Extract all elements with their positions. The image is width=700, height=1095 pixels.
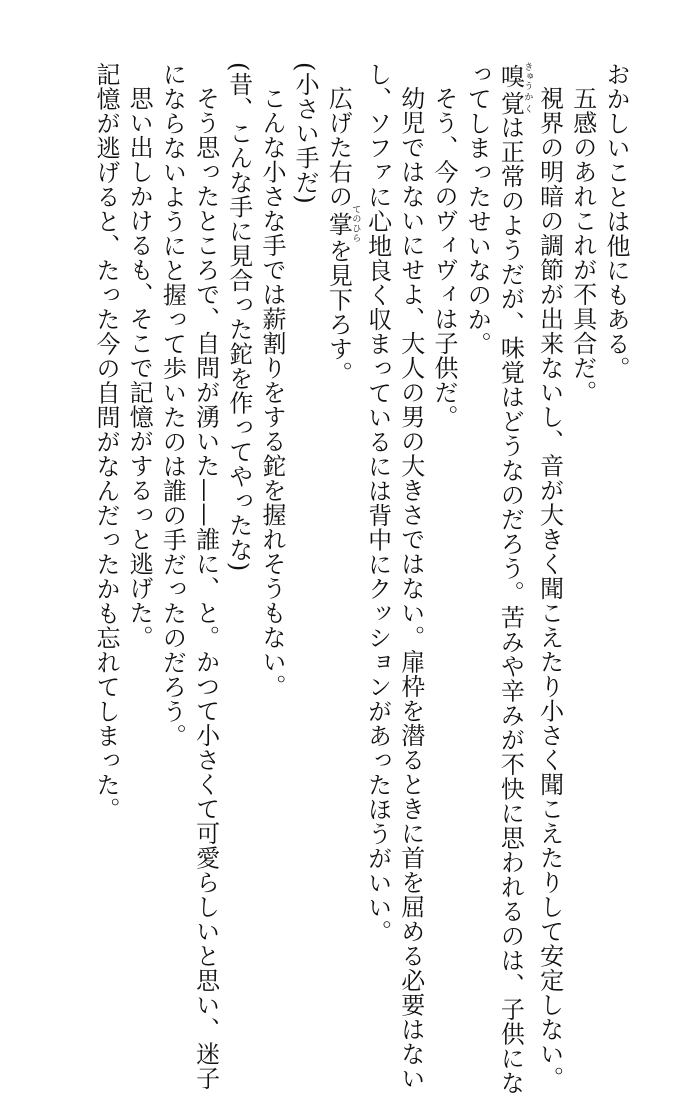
text-line: (小さい手だ) (291, 62, 320, 205)
text-segment: を見下ろす。 (324, 238, 353, 386)
text-line: にならないようにと握って歩いたのは誰の手だったのだろう。 (158, 62, 187, 748)
text-line: そう思ったところで、自問が湧いた——誰に、と。かつて小さくて可愛らしいと思い、迷子 (191, 86, 220, 1091)
text-line: 五感のあれこれが不具合だ。 (568, 86, 597, 405)
furigana: きゅう (522, 62, 533, 91)
text-line: (昔、こんな手に見合った鉈を作ってやったな) (224, 62, 253, 572)
text-line-with-ruby (493, 62, 533, 1095)
text-line: そう、今のヴィヴィは子供だ。 (429, 86, 458, 429)
furigana: てのひら (350, 204, 361, 243)
text-line: おかしいことは他にもある。 (602, 62, 630, 381)
ruby-word: 覚かく (496, 90, 533, 115)
text-line: 視界の明暗の調節が出来ないし、音が大きく聞こえたり小さく聞こえたりして安定しない。 (535, 86, 564, 1091)
text-line: ってしまったせいなのか。 (463, 62, 492, 356)
ruby-word: 嗅きゅう (496, 62, 533, 91)
text-line: こんな小さな手では薪割りをする鉈を握れそうもない。 (257, 86, 286, 699)
text-segment: 広げた右の (324, 86, 353, 209)
text-line-with-ruby (321, 62, 360, 992)
furigana: かく (522, 90, 533, 115)
text-line: 思い出しかけるも、そこで記憶がするっと逃げた。 (125, 86, 154, 650)
ruby-word: 掌てのひら (324, 204, 361, 243)
text-line: し、ソファに心地良く収まっているには背中にクッションがあったほうがいい。 (363, 62, 392, 944)
text-line: 幼児ではないにせよ、大人の男の大きさではない。扉枠を潜るときに首を屈める必要はない (396, 86, 425, 1091)
text-segment: は正常のようだが、味覚はどうなのだろう。苦みや辛みが不快に思われるのは、子供にな (496, 115, 525, 1095)
vertical-text-body (89, 62, 632, 1095)
text-line: 記憶が逃げると、たった今の自問がなんだったかも忘れてしまった。 (91, 62, 120, 822)
